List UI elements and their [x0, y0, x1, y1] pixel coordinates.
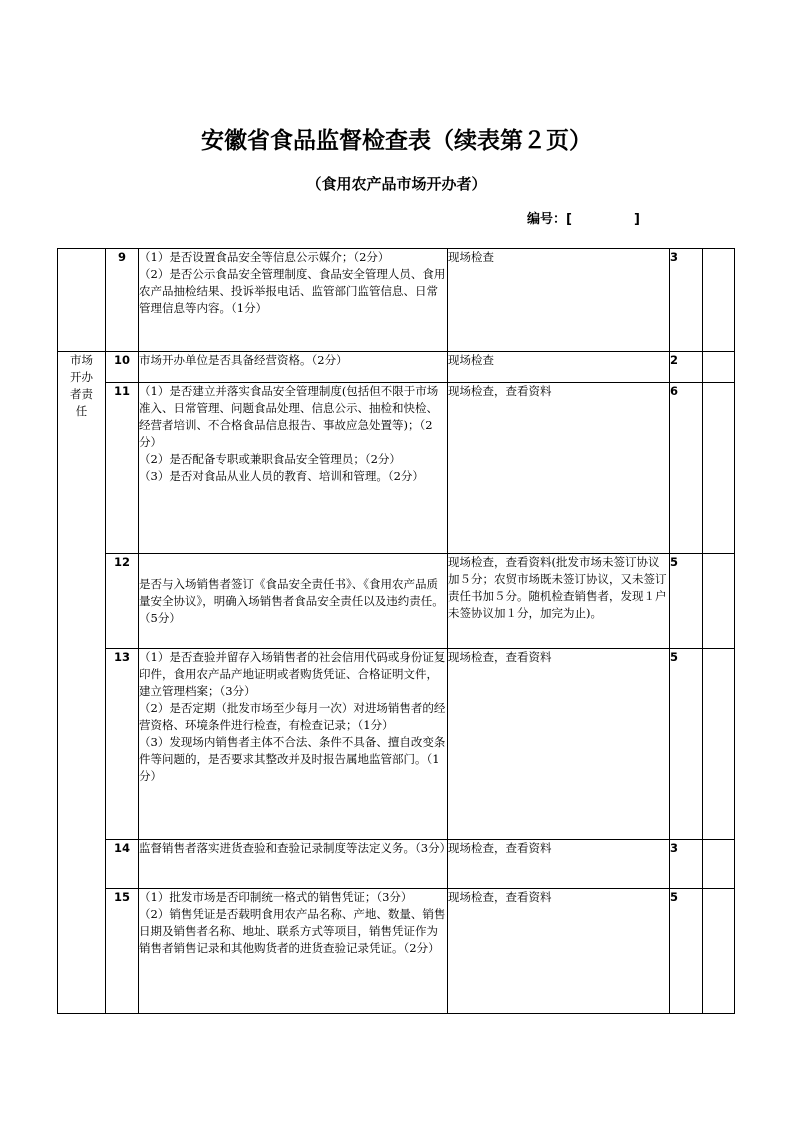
item-content [139, 352, 448, 383]
item-content [139, 383, 448, 554]
check-method: 现场检查 [448, 249, 670, 352]
item-number: 12 [106, 554, 139, 649]
content-line: 是否与入场销售者签订《食品安全责任书》、《食用农产品质量安全协议》，明确入场销售者食品安全责任以及违约责任。（5分） [139, 576, 444, 625]
check-method: 现场检查，查看资料 [448, 383, 670, 554]
inspection-table [57, 248, 735, 1014]
content-line: （3）是否对食品从业人员的教育、培训和管理。（2分） [139, 469, 424, 483]
content-line: 监督销售者落实进货查验和查验记录制度等法定义务。（3分） [139, 841, 452, 855]
serial-label: 编号：[ [527, 212, 572, 227]
form-title: 安徽省食品监督检查表（续表第２页） [201, 128, 592, 154]
item-number: 13 [106, 649, 139, 840]
score-value: 5 [670, 649, 703, 840]
item-number: 9 [106, 249, 139, 352]
check-method: 现场检查，查看资料 [448, 889, 670, 1014]
content-line: （2）是否定期（批发市场至少每月一次）对进场销售者的经营资格、环境条件进行检查，有检查记录；（1分） [139, 701, 446, 732]
item-content [139, 889, 448, 1014]
score-value: 2 [670, 352, 703, 383]
category-cell [58, 352, 106, 1014]
table-row [58, 352, 735, 383]
check-method: 现场检查，查看资料 [448, 840, 670, 889]
content-line: （1）是否建立并落实食品安全管理制度(包括但不限于市场准入、日常管理、问题食品处理、信息公示、抽检和快检、经营者培训、不合格食品信息报告、事故应急处置等)；（2分） [139, 384, 439, 449]
result-cell[interactable] [703, 889, 735, 1014]
content-line: （1）批发市场是否印制统一格式的销售凭证；（3分） [139, 890, 413, 904]
table-row [58, 249, 735, 352]
result-cell[interactable] [703, 840, 735, 889]
table-row [58, 554, 735, 649]
item-number: 11 [106, 383, 139, 554]
table-row [58, 383, 735, 554]
content-line: （3）发现场内销售者主体不合法、条件不具备、擅自改变条件等问题的，是否要求其整改并及时报告属地监管部门。（1分） [139, 735, 446, 783]
score-value: 5 [670, 889, 703, 1014]
category-label: 市场开办者责任 [70, 353, 93, 418]
serial-close-bracket: ] [633, 212, 640, 227]
table-row [58, 840, 735, 889]
score-value: 6 [670, 383, 703, 554]
result-cell[interactable] [703, 383, 735, 554]
item-number: 14 [106, 840, 139, 889]
result-cell[interactable] [703, 554, 735, 649]
item-content [139, 649, 448, 840]
result-cell[interactable] [703, 649, 735, 840]
score-value: 5 [670, 554, 703, 649]
form-subtitle: （食用农产品市场开办者） [306, 175, 487, 193]
content-line: （1）是否设置食品安全等信息公示媒介；（2分） [139, 250, 390, 264]
check-method: 现场检查 [448, 352, 670, 383]
check-method: 现场检查，查看资料 [448, 649, 670, 840]
content-line: （2）销售凭证是否载明食用农产品名称、产地、数量、销售日期及销售者名称、地址、联系方式等项目，销售凭证作为销售者销售记录和其他购货者的进货查验记录凭证。（2分） [139, 907, 446, 955]
item-number: 15 [106, 889, 139, 1014]
content-line: （2）是否配备专职或兼职食品安全管理员；（2分） [139, 452, 401, 466]
item-content [139, 554, 448, 649]
content-line: （1）是否查验并留存入场销售者的社会信用代码或身份证复印件，食用农产品产地证明或者购货凭证、合格证明文件，建立管理档案；（3分） [139, 650, 446, 698]
category-cell-blank [58, 249, 106, 352]
result-cell[interactable] [703, 249, 735, 352]
score-value: 3 [670, 840, 703, 889]
table-row [58, 649, 735, 840]
check-method: 现场检查，查看资料(批发市场未签订协议加５分；农贸市场既未签订协议，又未签订责任书加５分。随机检查销售者，发现１户未签协议加１分，加完为止)。 [448, 554, 670, 649]
item-number: 10 [106, 352, 139, 383]
content-line: （2）是否公示食品安全管理制度、食品安全管理人员、食用农产品抽检结果、投诉举报电话、监管部门监管信息、日常管理信息等内容。（1分） [139, 267, 446, 315]
serial-number-field[interactable] [527, 208, 640, 227]
score-value: 3 [670, 249, 703, 352]
table-row [58, 889, 735, 1014]
result-cell[interactable] [703, 352, 735, 383]
item-content [139, 840, 452, 889]
content-line: 市场开办单位是否具备经营资格。（2分） [139, 353, 348, 367]
item-content [139, 249, 448, 352]
